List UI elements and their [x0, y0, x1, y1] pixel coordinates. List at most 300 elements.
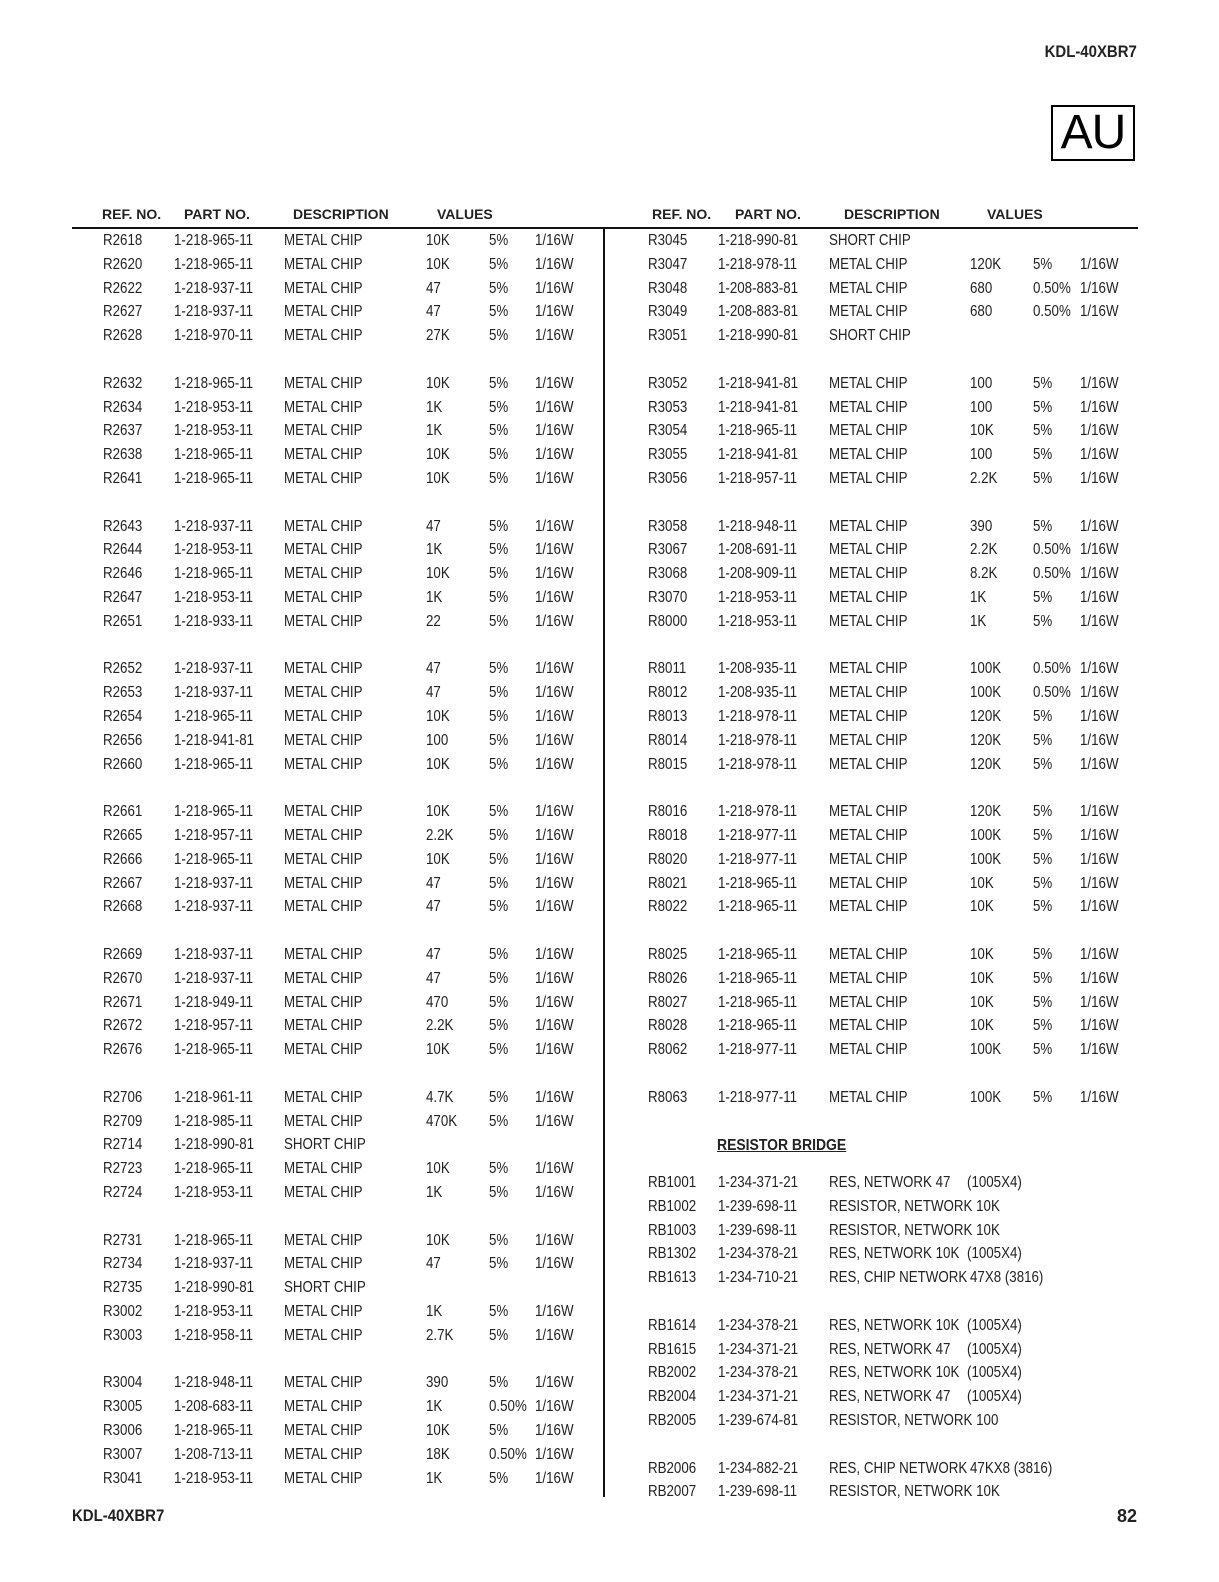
wattage: 1/16W — [1080, 422, 1119, 440]
value: 47 — [426, 517, 441, 535]
column-divider — [603, 229, 605, 1497]
spec: 47KX8 (3816) — [970, 1459, 1053, 1477]
tolerance: 5% — [489, 517, 509, 535]
part-no: 1-218-965-11 — [174, 708, 254, 725]
part-no: 1-208-935-11 — [718, 660, 798, 678]
value: 18K — [426, 1445, 450, 1463]
col-desc: DESCRIPTION — [844, 206, 940, 222]
ref-no: R8015 — [648, 755, 688, 773]
ref-no: R2660 — [103, 755, 143, 773]
tolerance: 5% — [1033, 755, 1053, 773]
part-no: 1-239-698-11 — [718, 1197, 798, 1215]
part-no: 1-218-990-81 — [174, 1279, 255, 1297]
tolerance: 5% — [489, 374, 509, 392]
wattage: 1/16W — [1080, 850, 1119, 868]
ref-no: R2724 — [103, 1184, 143, 1201]
value: 2.7K — [426, 1326, 454, 1344]
wattage: 1/16W — [535, 279, 574, 297]
tolerance: 0.50% — [1033, 541, 1071, 559]
description: METAL CHIP — [284, 255, 363, 273]
wattage: 1/16W — [535, 1041, 574, 1059]
model-header: KDL-40XBR7 — [1044, 42, 1137, 61]
description: RES, CHIP NETWORK — [829, 1269, 968, 1287]
wattage: 1/16W — [535, 993, 574, 1011]
part-no: 1-218-949-11 — [174, 993, 254, 1011]
ref-no: R2666 — [103, 850, 143, 868]
spec: (1005X4) — [967, 1340, 1022, 1358]
description: METAL CHIP — [284, 969, 363, 987]
part-no: 1-218-948-11 — [718, 517, 798, 535]
part-no: 1-234-371-21 — [718, 1174, 799, 1191]
part-no: 1-218-965-11 — [174, 565, 254, 583]
value: 2.2K — [426, 1017, 454, 1035]
value: 10K — [970, 969, 994, 987]
wattage: 1/16W — [535, 827, 574, 844]
ref-no: RB1613 — [648, 1269, 697, 1287]
wattage: 1/16W — [1080, 303, 1119, 321]
description: METAL CHIP — [284, 1469, 363, 1487]
description: METAL CHIP — [829, 969, 908, 987]
part-no: 1-218-937-11 — [174, 1255, 254, 1273]
part-no: 1-218-937-11 — [174, 279, 254, 297]
tolerance: 5% — [489, 898, 509, 916]
part-no: 1-218-953-11 — [174, 422, 254, 440]
description: METAL CHIP — [829, 993, 908, 1011]
wattage: 1/16W — [1080, 517, 1119, 535]
tolerance: 5% — [1033, 255, 1053, 273]
part-no: 1-218-985-11 — [174, 1112, 254, 1130]
value: 100 — [970, 398, 993, 416]
part-no: 1-218-970-11 — [174, 327, 254, 345]
wattage: 1/16W — [535, 255, 574, 273]
description: METAL CHIP — [284, 422, 363, 440]
description: METAL CHIP — [284, 232, 363, 249]
ref-no: RB1614 — [648, 1316, 697, 1334]
wattage: 1/16W — [535, 1303, 574, 1320]
description: METAL CHIP — [284, 303, 363, 321]
part-no: 1-218-957-11 — [718, 470, 798, 487]
ref-no: RB2005 — [648, 1412, 697, 1429]
part-no: 1-218-977-11 — [718, 827, 798, 844]
ref-no: R2656 — [103, 731, 143, 749]
ref-no: R3053 — [648, 398, 688, 416]
description: SHORT CHIP — [829, 327, 911, 345]
value: 10K — [970, 946, 994, 963]
value: 10K — [426, 232, 450, 249]
ref-no: R8028 — [648, 1017, 688, 1035]
description: METAL CHIP — [284, 446, 363, 464]
description: METAL CHIP — [829, 374, 908, 392]
tolerance: 5% — [489, 660, 509, 678]
tolerance: 0.50% — [1033, 684, 1071, 702]
ref-no: R3048 — [648, 279, 688, 297]
value: 100 — [426, 731, 449, 749]
part-no: 1-208-909-11 — [718, 565, 798, 583]
wattage: 1/16W — [535, 969, 574, 987]
part-no: 1-208-935-11 — [718, 684, 798, 702]
part-no: 1-208-883-81 — [718, 279, 799, 297]
wattage: 1/16W — [1080, 803, 1119, 821]
description: METAL CHIP — [284, 827, 363, 844]
ref-no: R2627 — [103, 303, 143, 321]
part-no: 1-218-978-11 — [718, 255, 798, 273]
wattage: 1/16W — [535, 565, 574, 583]
ref-no: R2676 — [103, 1041, 143, 1059]
tolerance: 5% — [489, 850, 509, 868]
ref-no: RB1302 — [648, 1245, 697, 1263]
wattage: 1/16W — [1080, 470, 1119, 487]
value: 47 — [426, 946, 441, 963]
part-no: 1-218-990-81 — [718, 327, 799, 345]
value: 1K — [426, 1303, 443, 1320]
part-no: 1-218-953-11 — [174, 589, 254, 606]
tolerance: 5% — [1033, 731, 1053, 749]
description: METAL CHIP — [829, 827, 908, 844]
wattage: 1/16W — [1080, 398, 1119, 416]
part-no: 1-218-937-11 — [174, 660, 254, 678]
value: 1K — [426, 541, 443, 559]
tolerance: 5% — [489, 303, 509, 321]
page-number: 82 — [1116, 1506, 1137, 1526]
description: METAL CHIP — [829, 708, 908, 725]
description: METAL CHIP — [284, 850, 363, 868]
ref-no: R2641 — [103, 470, 143, 487]
tolerance: 5% — [1033, 589, 1053, 606]
part-no: 1-218-957-11 — [174, 1017, 254, 1035]
value: 8.2K — [970, 565, 998, 583]
ref-no: R8062 — [648, 1041, 688, 1059]
part-no: 1-218-937-11 — [174, 874, 254, 892]
description: METAL CHIP — [284, 898, 363, 916]
tolerance: 0.50% — [489, 1445, 527, 1463]
part-no: 1-218-965-11 — [174, 803, 254, 821]
tolerance: 5% — [1033, 1041, 1053, 1059]
description: METAL CHIP — [284, 1445, 363, 1463]
part-no: 1-218-933-11 — [174, 612, 254, 630]
description: RES, NETWORK 47 — [829, 1174, 951, 1191]
value: 100K — [970, 660, 1002, 678]
ref-no: R2634 — [103, 398, 143, 416]
tolerance: 0.50% — [1033, 279, 1071, 297]
wattage: 1/16W — [1080, 874, 1119, 892]
description: METAL CHIP — [829, 803, 908, 821]
description: METAL CHIP — [829, 898, 908, 916]
wattage: 1/16W — [535, 232, 574, 249]
wattage: 1/16W — [1080, 374, 1119, 392]
value: 680 — [970, 279, 993, 297]
tolerance: 5% — [1033, 422, 1053, 440]
tolerance: 5% — [489, 1469, 509, 1487]
description: METAL CHIP — [284, 1326, 363, 1344]
tolerance: 5% — [489, 874, 509, 892]
wattage: 1/16W — [1080, 255, 1119, 273]
tolerance: 5% — [1033, 398, 1053, 416]
wattage: 1/16W — [535, 1112, 574, 1130]
wattage: 1/16W — [1080, 708, 1119, 725]
value: 10K — [426, 374, 450, 392]
tolerance: 5% — [489, 541, 509, 559]
description: METAL CHIP — [284, 731, 363, 749]
wattage: 1/16W — [1080, 446, 1119, 464]
tolerance: 5% — [489, 1017, 509, 1035]
part-no: 1-218-958-11 — [174, 1326, 254, 1344]
ref-no: R3056 — [648, 470, 688, 487]
part-no: 1-218-948-11 — [174, 1374, 254, 1392]
part-no: 1-218-965-11 — [718, 422, 798, 440]
ref-no: R2632 — [103, 374, 143, 392]
part-no: 1-218-965-11 — [174, 755, 254, 773]
tolerance: 5% — [1033, 874, 1053, 892]
ref-no: R2653 — [103, 684, 143, 702]
footer-model: KDL-40XBR7 — [72, 1506, 165, 1525]
ref-no: RB2002 — [648, 1364, 697, 1382]
description: METAL CHIP — [829, 517, 908, 535]
tolerance: 5% — [489, 708, 509, 725]
wattage: 1/16W — [535, 327, 574, 345]
part-no: 1-234-710-21 — [718, 1269, 799, 1287]
ref-no: R8016 — [648, 803, 688, 821]
ref-no: R3047 — [648, 255, 688, 273]
description: METAL CHIP — [829, 446, 908, 464]
description: METAL CHIP — [284, 327, 363, 345]
value: 100 — [970, 374, 993, 392]
header-rule — [72, 227, 1138, 229]
ref-no: R3002 — [103, 1303, 143, 1320]
wattage: 1/16W — [1080, 993, 1119, 1011]
value: 47 — [426, 1255, 441, 1273]
ref-no: R2668 — [103, 898, 143, 916]
part-no: 1-218-941-81 — [718, 374, 799, 392]
ref-no: R2714 — [103, 1136, 143, 1154]
description: METAL CHIP — [829, 1017, 908, 1035]
tolerance: 5% — [489, 946, 509, 963]
description: RES, NETWORK 10K — [829, 1316, 960, 1334]
ref-no: R3058 — [648, 517, 688, 535]
description: METAL CHIP — [829, 874, 908, 892]
value: 10K — [426, 1231, 450, 1249]
part-no: 1-218-965-11 — [174, 232, 254, 249]
tolerance: 5% — [489, 1041, 509, 1059]
tolerance: 5% — [1033, 446, 1053, 464]
ref-no: R3051 — [648, 327, 688, 345]
part-no: 1-218-937-11 — [174, 517, 254, 535]
ref-no: R8000 — [648, 612, 688, 630]
part-no: 1-218-977-11 — [718, 850, 798, 868]
description: METAL CHIP — [284, 803, 363, 821]
tolerance: 5% — [489, 803, 509, 821]
ref-no: R2734 — [103, 1255, 143, 1273]
part-no: 1-218-965-11 — [174, 1041, 254, 1059]
tolerance: 5% — [1033, 1017, 1053, 1035]
ref-no: RB1002 — [648, 1197, 697, 1215]
value: 390 — [970, 517, 993, 535]
value: 10K — [970, 1017, 994, 1035]
part-no: 1-218-953-11 — [174, 541, 254, 559]
description: METAL CHIP — [284, 612, 363, 630]
wattage: 1/16W — [1080, 898, 1119, 916]
part-no: 1-218-937-11 — [174, 684, 254, 702]
tolerance: 5% — [489, 755, 509, 773]
part-no: 1-218-978-11 — [718, 803, 798, 821]
description: METAL CHIP — [829, 684, 908, 702]
part-no: 1-218-965-11 — [718, 946, 798, 963]
ref-no: R8012 — [648, 684, 688, 702]
ref-no: R2671 — [103, 993, 143, 1011]
tolerance: 5% — [1033, 517, 1053, 535]
col-part: PART NO. — [184, 206, 250, 222]
value: 120K — [970, 755, 1002, 773]
value: 2.2K — [970, 541, 998, 559]
wattage: 1/16W — [535, 1255, 574, 1273]
wattage: 1/16W — [535, 1398, 574, 1416]
wattage: 1/16W — [535, 517, 574, 535]
value: 10K — [426, 1041, 450, 1059]
tolerance: 5% — [489, 993, 509, 1011]
description: METAL CHIP — [284, 874, 363, 892]
description: METAL CHIP — [284, 1398, 363, 1416]
value: 1K — [426, 589, 443, 606]
ref-no: R2669 — [103, 946, 143, 963]
tolerance: 5% — [1033, 374, 1053, 392]
value: 47 — [426, 684, 441, 702]
part-no: 1-218-953-11 — [174, 1469, 254, 1487]
description: METAL CHIP — [829, 303, 908, 321]
part-no: 1-218-941-81 — [174, 731, 255, 749]
description: METAL CHIP — [284, 470, 363, 487]
part-no: 1-234-378-21 — [718, 1364, 799, 1382]
description: METAL CHIP — [284, 565, 363, 583]
ref-no: R8011 — [648, 660, 687, 678]
spec: 47X8 (3816) — [970, 1269, 1044, 1287]
value: 10K — [426, 850, 450, 868]
part-no: 1-239-698-11 — [718, 1483, 798, 1501]
part-no: 1-234-371-21 — [718, 1340, 799, 1358]
ref-no: R8025 — [648, 946, 688, 963]
ref-no: R2723 — [103, 1160, 143, 1178]
tolerance: 5% — [489, 1374, 509, 1392]
part-no: 1-234-371-21 — [718, 1388, 799, 1406]
resistor-bridge-title: RESISTOR BRIDGE — [717, 1137, 847, 1154]
part-no: 1-218-965-11 — [174, 255, 254, 273]
tolerance: 5% — [1033, 898, 1053, 916]
description: METAL CHIP — [284, 517, 363, 535]
ref-no: R2620 — [103, 255, 143, 273]
value: 100K — [970, 850, 1002, 868]
ref-no: R3005 — [103, 1398, 143, 1416]
part-no: 1-218-965-11 — [174, 1422, 254, 1439]
tolerance: 5% — [489, 1184, 509, 1201]
ref-no: R3055 — [648, 446, 688, 464]
wattage: 1/16W — [1080, 660, 1119, 678]
wattage: 1/16W — [535, 398, 574, 416]
wattage: 1/16W — [1080, 1041, 1119, 1059]
wattage: 1/16W — [1080, 731, 1119, 749]
ref-no: R2667 — [103, 874, 143, 892]
ref-no: R2731 — [103, 1231, 143, 1249]
ref-no: R3067 — [648, 541, 688, 559]
ref-no: R2661 — [103, 803, 143, 821]
col-part: PART NO. — [735, 206, 801, 222]
ref-no: RB2006 — [648, 1459, 697, 1477]
description: METAL CHIP — [284, 993, 363, 1011]
wattage: 1/16W — [535, 1017, 574, 1035]
tolerance: 5% — [489, 470, 509, 487]
wattage: 1/16W — [535, 850, 574, 868]
value: 100K — [970, 684, 1002, 702]
description: RES, NETWORK 10K — [829, 1364, 960, 1382]
tolerance: 0.50% — [1033, 565, 1071, 583]
description: METAL CHIP — [284, 1231, 363, 1249]
wattage: 1/16W — [1080, 279, 1119, 297]
ref-no: R8027 — [648, 993, 688, 1011]
tolerance: 5% — [489, 1088, 509, 1106]
description: METAL CHIP — [284, 946, 363, 963]
description: METAL CHIP — [829, 565, 908, 583]
tolerance: 5% — [489, 422, 509, 440]
part-no: 1-218-953-11 — [718, 589, 798, 606]
part-no: 1-234-378-21 — [718, 1316, 799, 1334]
part-no: 1-218-941-81 — [718, 398, 799, 416]
ref-no: R8013 — [648, 708, 688, 725]
wattage: 1/16W — [1080, 969, 1119, 987]
tolerance: 5% — [1033, 827, 1053, 844]
description: RESISTOR, NETWORK 10K — [829, 1483, 1000, 1501]
ref-no: R3052 — [648, 374, 688, 392]
value: 27K — [426, 327, 450, 345]
value: 1K — [426, 1398, 443, 1416]
part-no: 1-218-990-81 — [174, 1136, 255, 1154]
ref-no: R2652 — [103, 660, 143, 678]
description: METAL CHIP — [284, 1017, 363, 1035]
wattage: 1/16W — [535, 1469, 574, 1487]
value: 1K — [426, 1184, 443, 1201]
description: METAL CHIP — [829, 1088, 908, 1106]
ref-no: R3070 — [648, 589, 688, 606]
ref-no: R2637 — [103, 422, 143, 440]
wattage: 1/16W — [535, 470, 574, 487]
wattage: 1/16W — [535, 803, 574, 821]
value: 47 — [426, 969, 441, 987]
wattage: 1/16W — [535, 755, 574, 773]
col-ref: REF. NO. — [652, 206, 712, 222]
value: 680 — [970, 303, 993, 321]
ref-no: R2654 — [103, 708, 143, 725]
value: 2.2K — [970, 470, 998, 487]
wattage: 1/16W — [535, 1088, 574, 1106]
description: METAL CHIP — [284, 684, 363, 702]
ref-no: RB2004 — [648, 1388, 697, 1406]
description: METAL CHIP — [284, 1255, 363, 1273]
ref-no: R2628 — [103, 327, 143, 345]
tolerance: 5% — [1033, 708, 1053, 725]
part-no: 1-208-691-11 — [718, 541, 798, 559]
part-no: 1-218-953-11 — [174, 1303, 254, 1320]
wattage: 1/16W — [535, 422, 574, 440]
description: METAL CHIP — [829, 589, 908, 606]
description: METAL CHIP — [284, 1160, 363, 1178]
description: METAL CHIP — [284, 1303, 363, 1320]
description: METAL CHIP — [284, 660, 363, 678]
value: 390 — [426, 1374, 449, 1392]
value: 10K — [426, 708, 450, 725]
ref-no: R3068 — [648, 565, 688, 583]
value: 4.7K — [426, 1088, 454, 1106]
part-no: 1-218-965-11 — [718, 969, 798, 987]
description: METAL CHIP — [284, 1088, 363, 1106]
wattage: 1/16W — [535, 303, 574, 321]
ref-no: R8021 — [648, 874, 688, 892]
tolerance: 5% — [489, 398, 509, 416]
